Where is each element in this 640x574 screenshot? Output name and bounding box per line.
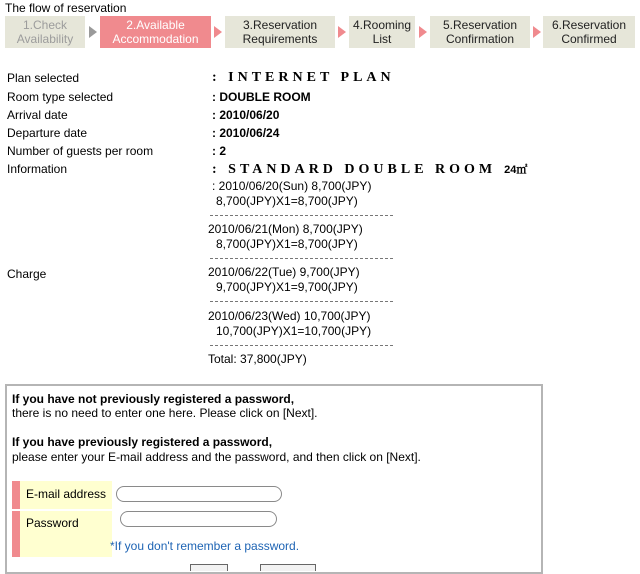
room-area: 24㎡ — [504, 164, 528, 176]
step-line2: Confirmed — [561, 32, 617, 46]
password-label: Password — [26, 516, 79, 530]
password-text: please enter your E-mail address and the password, and then click on [Next]. — [12, 450, 421, 464]
information-value — [212, 161, 527, 178]
row-marker — [12, 511, 20, 557]
divider — [210, 345, 393, 346]
row-marker — [12, 481, 20, 509]
step-reservation-confirmed — [543, 16, 635, 48]
step-arrow-icon — [89, 26, 97, 38]
step-line1: 6.Reservation — [551, 18, 627, 32]
step-arrow-icon — [338, 26, 346, 38]
charge-day-1 — [212, 179, 371, 209]
charge-day-2 — [208, 222, 363, 252]
charge-label: Charge — [7, 267, 47, 281]
step-line2: Requirements — [242, 32, 318, 46]
charge-date: : 2010/06/20(Sun) 8,700(JPY) — [212, 179, 372, 193]
charge-date: 2010/06/22(Tue) 9,700(JPY) — [208, 265, 360, 279]
guests-label: Number of guests per room — [7, 144, 154, 158]
divider — [210, 215, 393, 216]
charge-date: 2010/06/23(Wed) 10,700(JPY) — [208, 309, 371, 323]
charge-total: Total: 37,800(JPY) — [208, 352, 307, 366]
password-heading: If you have previously registered a password, — [12, 435, 273, 449]
charge-calc: 10,700(JPY)X1=10,700(JPY) — [216, 324, 372, 338]
information-label: Information — [7, 162, 68, 176]
room-name: : STANDARD DOUBLE ROOM — [212, 162, 497, 177]
password-field[interactable] — [120, 511, 277, 527]
room-type-value: : DOUBLE ROOM — [212, 90, 311, 104]
email-row — [12, 481, 112, 509]
step-check-availability — [5, 16, 85, 48]
step-line2: List — [372, 32, 392, 46]
charge-date: 2010/06/21(Mon) 8,700(JPY) — [208, 222, 363, 236]
charge-day-3 — [208, 265, 360, 295]
guests-value: : 2 — [212, 144, 227, 158]
step-arrow-icon — [419, 26, 427, 38]
step-available-accommodation — [100, 16, 211, 48]
plan-label: Plan selected — [7, 71, 80, 85]
charge-day-4 — [208, 309, 371, 339]
email-label: E-mail address — [26, 487, 107, 501]
step-arrow-icon — [214, 26, 222, 38]
divider — [210, 301, 393, 302]
no-password-text: there is no need to enter one here. Please click on [Next]. — [12, 406, 318, 420]
step-rooming-list — [349, 16, 415, 48]
step-line1: 4.Rooming — [352, 18, 412, 32]
step-line2: Accommodation — [112, 32, 199, 46]
step-arrow-icon — [533, 26, 541, 38]
departure-label: Departure date — [7, 126, 88, 140]
plan-value: : INTERNET PLAN — [212, 70, 395, 85]
charge-calc: 8,700(JPY)X1=8,700(JPY) — [216, 237, 358, 251]
charge-calc: 8,700(JPY)X1=8,700(JPY) — [216, 194, 358, 208]
password-row — [12, 511, 112, 557]
email-field[interactable] — [116, 486, 282, 502]
step-line1: 3.Reservation — [242, 18, 318, 32]
step-line2: Availability — [16, 32, 74, 46]
step-line1: 1.Check — [22, 18, 68, 32]
step-line1: 2.Available — [126, 18, 185, 32]
step-line1: 5.Reservation — [442, 18, 518, 32]
arrival-value: : 2010/06/20 — [212, 108, 280, 122]
no-password-heading: If you have not previously registered a password, — [12, 392, 295, 406]
step-reservation-confirmation — [430, 16, 530, 48]
login-panel — [5, 384, 543, 574]
charge-calc: 9,700(JPY)X1=9,700(JPY) — [216, 280, 358, 294]
step-line2: Confirmation — [445, 32, 515, 46]
flow-title: The flow of reservation — [5, 1, 127, 15]
forgot-password-link[interactable]: *If you don't remember a password. — [110, 539, 300, 553]
arrival-label: Arrival date — [7, 108, 68, 122]
step-reservation-requirements — [225, 16, 335, 48]
divider — [210, 258, 393, 259]
room-type-label: Room type selected — [7, 90, 114, 104]
departure-value: : 2010/06/24 — [212, 126, 280, 140]
